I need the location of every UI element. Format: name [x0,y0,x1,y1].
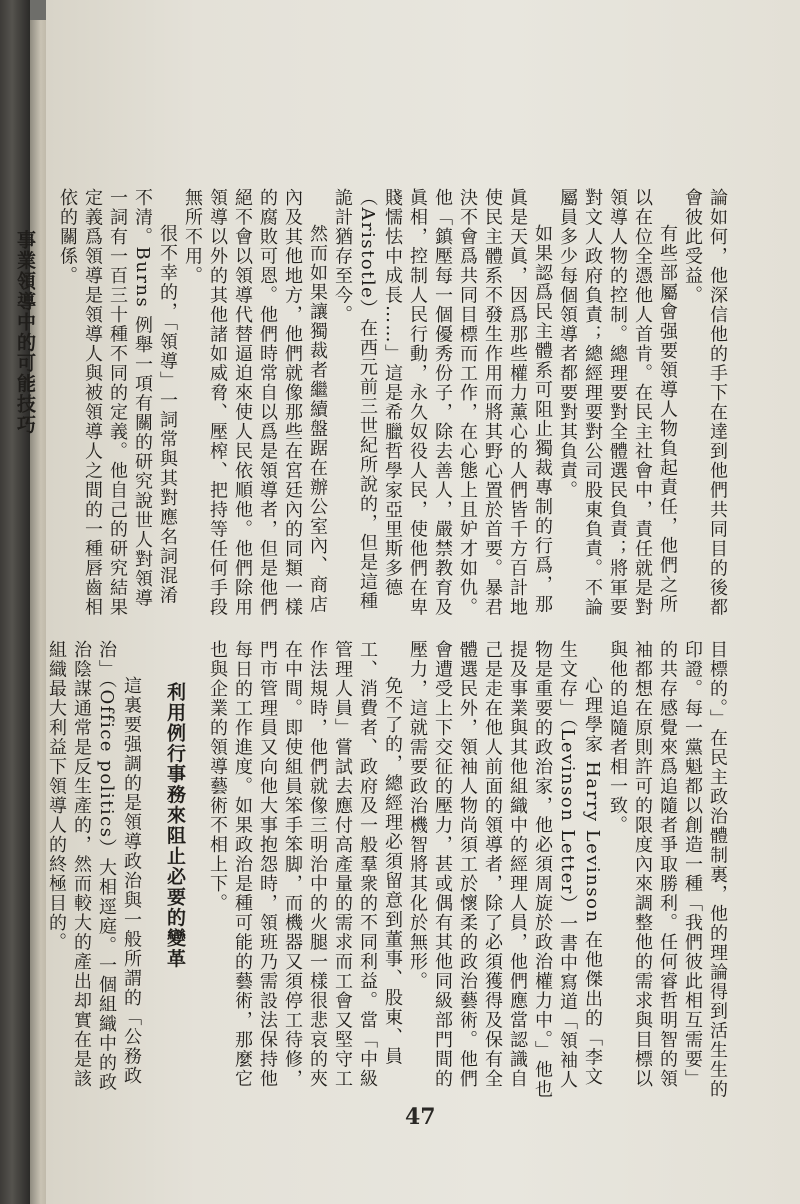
paragraph: 免不了的，總經理必須留意到董事、股東、員工、消費者、政府及一般羣衆的不同利益。當「中級管理人員」嘗試去應付高產量的需求而工會又堅守工作法規時，他們就像三明治中的火腿一樣很悲哀的夾在中間。即使組員笨手笨脚，而機器又須停工待修，門市管理員又向他大事抱怨時，領班乃需設法保持他每日的工作進度。如果政治是種可能的藝術，那麼它也與企業的領導藝術不相上下。 [207,640,403,1089]
paragraph: 然而如果讓獨裁者繼續盤踞在辦公室內、商店內及其他地方，他們就像那些在宮廷內的同類一樣的腐敗可恩。他們時常自以爲是領導者，但是他們絕不會以領導代替逼迫來使人民依順他。他們除用領導以外的其他諸如威脅、壓榨、把持等任何手段無所不用。 [182,188,328,617]
top-text-block [14,188,730,618]
paragraph: 很不幸的，「領導」一詞常與其對應名詞混淆不清。Burns 例舉一項有關的研究說世人對領導一詞有一百三十種不同的定義。他自己的研究結果定義爲領導是領導人與被領導人之間的一種唇齒相依的關係。 [57,188,178,617]
page-number: 47 [405,1104,436,1130]
paragraph: 如果認爲民主體系可阻止獨裁專制的行爲，那眞是天眞，因爲那些權力薰心的人們皆千方百計地使民主體系不發生作用而將其野心置於首要。暴君決不會爲共同目標而工作，在心態上且妒才如仇。他「鎮壓每一個優秀份子，除去善人，嚴禁教育及眞相，控制人民行動，永久奴役人民，使他們在卑賤懦怯中成長……」這是希臘哲學家亞里斯多德（Aristotle）在西元前三世紀所說的，但是這種詭計猶存至今。 [332,188,553,617]
paragraph: 目標的。」在民主政治體制裏，他的理論得到活生生的印證。每一黨魁都以創造一種「我們彼此相互需要」的共存感覺來爲追隨者爭取勝利。任何睿哲明智的領袖都想在原則許可的限度內來調整他的需求與目標以與他的追隨者相一致。 [607,640,728,1099]
section-heading: 事業領導中的可能技巧 [14,229,36,435]
bottom-text-block [46,640,730,1100]
section-heading: 利用例行事務來阻止必要的變革 [164,681,186,969]
paragraph: 論如何，他深信他的手下在達到他們共同目的後都會彼此受益。 [682,188,728,617]
paragraph: 有些部屬會强要領導人物負起責任，他們之所以在位全憑他人首肯。在民主社會中，責任就是對領導人物的控制。總理要對全體選民負責；將軍要對文人政府負責；總經理要對公司股東負責。不論屬員多少每個領導者都要對其負責。 [557,188,678,617]
paragraph: 心理學家 Harry Levinson 在他傑出的「李文生文存」（Levinson Letter）一書中寫道「領袖人物是重要的政治家，他必須周旋於政治權力中。」他也提及事業與其他組織中的經理人員，他們應當認識自己是走在他人前面的領導者，除了必須獲得及保有全體選民外，領袖人物尚須工於懷柔的政治藝術。他們會遭受上下交征的壓力，甚或偶有其他同級部門間的壓力，這就需要政治機智將其化於無形。 [407,640,603,1099]
paragraph: 這裏要强調的是領導政治與一般所謂的「公務政治」（Office politics）大相逕庭。一個組織中的政治陰謀通常是反生產的，然而較大的產出却實在是該組織最大利益下領導人的終極目的。 [46,640,142,1092]
